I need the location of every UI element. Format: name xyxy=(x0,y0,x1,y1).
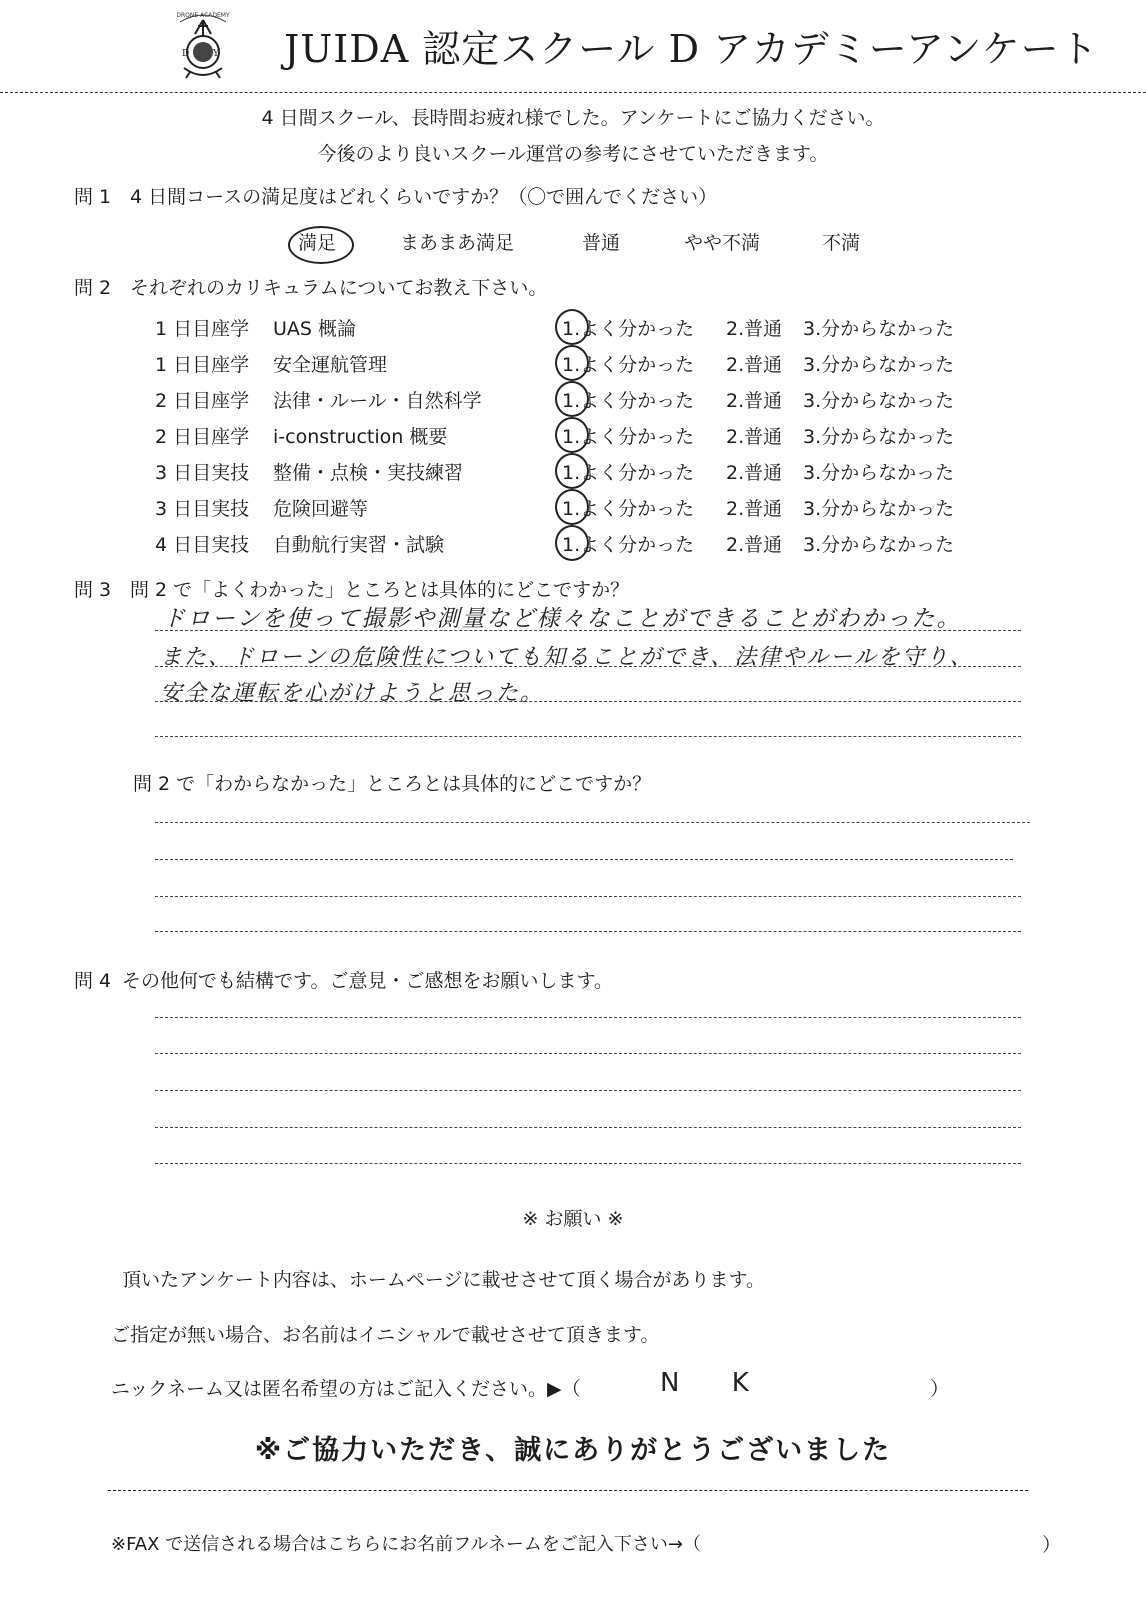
q4-rule-2 xyxy=(155,1053,1021,1054)
option-average[interactable]: 2.普通 xyxy=(726,462,783,484)
q4-rule-3 xyxy=(155,1090,1021,1091)
q1-option-fairly-satisfied[interactable]: まあまあ満足 xyxy=(400,232,515,254)
q3-sub-rule-3 xyxy=(155,896,1021,897)
drone-academy-logo xyxy=(160,6,246,86)
option-understood-well[interactable]: 1.よく分かった xyxy=(562,498,695,520)
q3-answer-line-3: 安全な運転を心がけようと思った。 xyxy=(160,681,545,706)
q3-answer-rule-4 xyxy=(155,736,1021,737)
q4-label: 問 4 xyxy=(74,970,112,992)
curriculum-subject: UAS 概論 xyxy=(273,318,357,340)
page-title: JUIDA 認定スクール D アカデミーアンケート xyxy=(284,27,1099,71)
q1-option-neutral[interactable]: 普通 xyxy=(582,232,621,254)
svg-text:Y: Y xyxy=(213,49,219,59)
q3-sub-rule-4 xyxy=(155,931,1021,932)
option-understood-well[interactable]: 1.よく分かった xyxy=(562,354,695,376)
q3-label: 問 3 xyxy=(74,579,112,601)
option-understood-well[interactable]: 1.よく分かった xyxy=(562,318,695,340)
q4-rule-1 xyxy=(155,1017,1021,1018)
option-not-understood[interactable]: 3.分からなかった xyxy=(803,534,955,556)
note-homepage: 頂いたアンケート内容は、ホームページに載せさせて頂く場合があります。 xyxy=(122,1269,765,1291)
q3-sub-question: 問 2 で「わからなかった」ところとは具体的にどこですか？ xyxy=(133,773,652,795)
header-divider xyxy=(0,92,1146,93)
curriculum-day: 1 日目座学 xyxy=(155,354,250,376)
thanks-underline xyxy=(108,1490,1028,1491)
curriculum-subject: 安全運航管理 xyxy=(273,354,388,376)
nickname-value[interactable]: N K xyxy=(660,1368,771,1398)
svg-text:DRONE ACADEMY: DRONE ACADEMY xyxy=(176,12,230,19)
option-average[interactable]: 2.普通 xyxy=(726,318,783,340)
q3-sub-rule-1 xyxy=(155,822,1030,823)
q2-label: 問 2 xyxy=(74,277,112,299)
request-heading: ※ お願い ※ xyxy=(522,1208,624,1230)
option-understood-well[interactable]: 1.よく分かった xyxy=(562,534,695,556)
q1-option-somewhat-unsatisfied[interactable]: やや不満 xyxy=(684,232,761,254)
curriculum-day: 4 日目実技 xyxy=(155,534,250,556)
q1-question: 4 日間コースの満足度はどれくらいですか？（〇で囲んでください） xyxy=(130,186,718,208)
intro-line-1: 4 日間スクール、長時間お疲れ様でした。アンケートにご協力ください。 xyxy=(261,107,885,129)
note-nickname: ニックネーム又は匿名希望の方はご記入ください。▶（ xyxy=(111,1378,581,1400)
svg-text:D: D xyxy=(182,49,190,59)
curriculum-subject: i-construction 概要 xyxy=(273,426,448,448)
option-average[interactable]: 2.普通 xyxy=(726,426,783,448)
q1-label: 問 1 xyxy=(74,186,112,208)
curriculum-subject: 危険回避等 xyxy=(273,498,369,520)
q3-sub-rule-2 xyxy=(155,859,1013,860)
option-not-understood[interactable]: 3.分からなかった xyxy=(803,390,955,412)
q3-answer-rule-2 xyxy=(155,666,1021,667)
q3-answer-line-1: ドローンを使って撮影や測量など様々なことができることがわかった。 xyxy=(162,606,962,632)
option-average[interactable]: 2.普通 xyxy=(726,390,783,412)
option-not-understood[interactable]: 3.分からなかった xyxy=(803,462,955,484)
q4-rule-4 xyxy=(155,1127,1021,1128)
q3-answer-rule-3 xyxy=(155,701,1021,702)
option-understood-well[interactable]: 1.よく分かった xyxy=(562,426,695,448)
q2-question: それぞれのカリキュラムについてお教え下さい。 xyxy=(130,277,548,299)
curriculum-day: 1 日目座学 xyxy=(155,318,250,340)
q1-option-satisfied[interactable]: 満足 xyxy=(298,232,337,254)
option-not-understood[interactable]: 3.分からなかった xyxy=(803,354,955,376)
option-average[interactable]: 2.普通 xyxy=(726,354,783,376)
curriculum-subject: 整備・点検・実技練習 xyxy=(273,462,464,484)
q4-rule-5 xyxy=(155,1163,1021,1164)
fax-close-paren: ） xyxy=(1042,1534,1062,1556)
curriculum-day: 2 日目座学 xyxy=(155,426,250,448)
option-not-understood[interactable]: 3.分からなかった xyxy=(803,498,955,520)
option-average[interactable]: 2.普通 xyxy=(726,534,783,556)
option-not-understood[interactable]: 3.分からなかった xyxy=(803,318,955,340)
q3-answer-rule-1 xyxy=(155,630,1021,631)
option-not-understood[interactable]: 3.分からなかった xyxy=(803,426,955,448)
option-understood-well[interactable]: 1.よく分かった xyxy=(562,390,695,412)
q4-question: その他何でも結構です。ご意見・ご感想をお願いします。 xyxy=(122,970,613,992)
curriculum-day: 2 日目座学 xyxy=(155,390,250,412)
nickname-close-paren: ） xyxy=(930,1378,950,1400)
q3-question: 問 2 で「よくわかった」ところとは具体的にどこですか？ xyxy=(130,579,630,601)
fax-note: ※FAX で送信される場合はこちらにお名前フルネームをご記入下さい→（ xyxy=(111,1534,701,1555)
thanks-message: ※ご協力いただき、誠にありがとうございました xyxy=(254,1435,892,1466)
curriculum-day: 3 日目実技 xyxy=(155,498,250,520)
curriculum-subject: 自動航行実習・試験 xyxy=(273,534,445,556)
curriculum-day: 3 日目実技 xyxy=(155,462,250,484)
intro-line-2: 今後のより良いスクール運営の参考にさせていただきます。 xyxy=(317,143,829,165)
q1-option-unsatisfied[interactable]: 不満 xyxy=(822,232,861,254)
q3-answer-line-2: また、ドローンの危険性についても知ることができ、法律やルールを守り、 xyxy=(160,645,974,670)
option-understood-well[interactable]: 1.よく分かった xyxy=(562,462,695,484)
curriculum-subject: 法律・ルール・自然科学 xyxy=(273,390,482,412)
option-average[interactable]: 2.普通 xyxy=(726,498,783,520)
note-initials: ご指定が無い場合、お名前はイニシャルで載せさせて頂きます。 xyxy=(111,1324,660,1346)
